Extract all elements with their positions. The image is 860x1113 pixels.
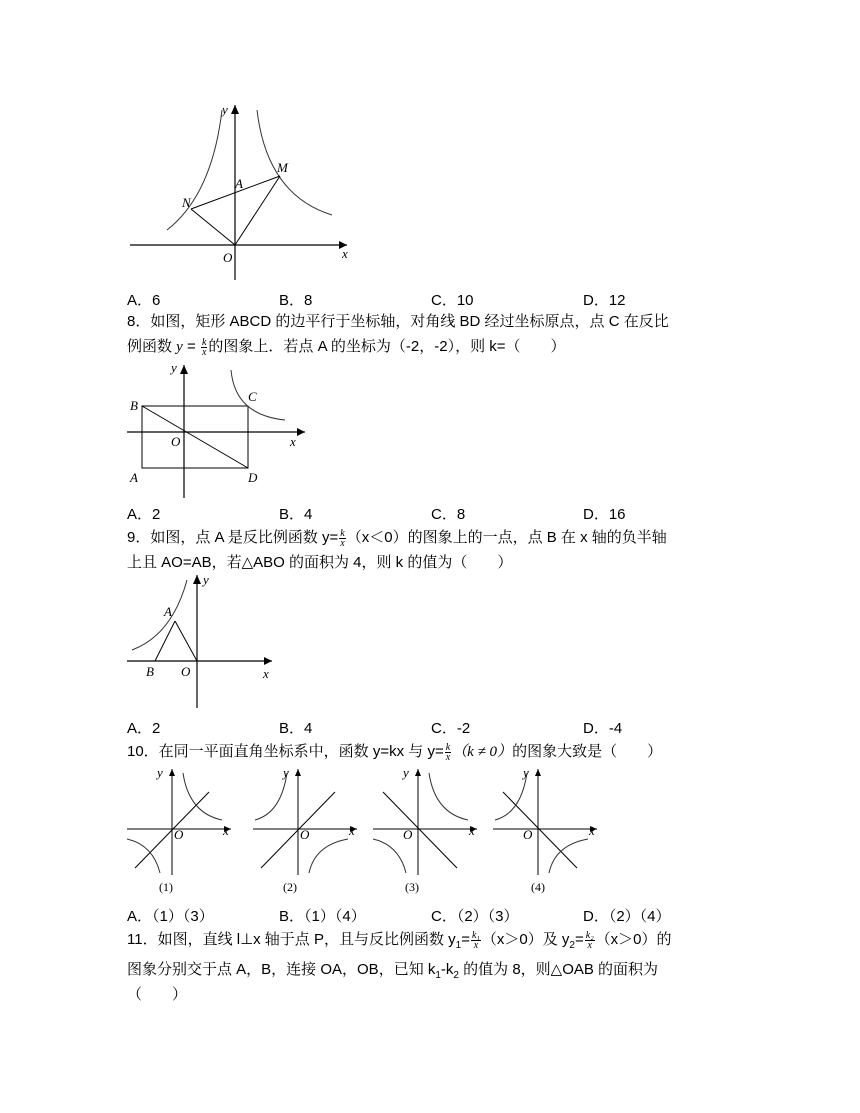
q9-a-label: A bbox=[164, 604, 172, 619]
q10-question-line1 bbox=[127, 742, 662, 762]
q8-question-line2 bbox=[127, 337, 566, 357]
q8-b-label: B bbox=[130, 398, 138, 413]
q10-g3-caption: (3) bbox=[405, 880, 419, 894]
q10-condition: （k ≠ 0） bbox=[452, 744, 513, 760]
q9-text-pre: 9．如图，点 A 是反比例函数 y= bbox=[127, 529, 339, 546]
q10-frac-den: x bbox=[445, 751, 451, 763]
q7-a-label: A bbox=[235, 176, 243, 191]
q10-graph-4 bbox=[493, 765, 603, 895]
q11-line2-c: 的值为 8，则△OAB 的面积为 bbox=[458, 961, 659, 978]
q10-graph-3 bbox=[373, 765, 483, 895]
q11-fraction-1 bbox=[471, 931, 481, 950]
q7-option-c: C．10 bbox=[431, 292, 474, 309]
q8-text-pre: 例函数 bbox=[127, 338, 177, 355]
q8-d-label: D bbox=[248, 470, 258, 485]
q10-text-pre: 10．在同一平面直角坐标系中，函数 y=kx 与 y= bbox=[127, 743, 444, 760]
q7-n-label: N bbox=[182, 195, 191, 210]
q11-frac2-den: x bbox=[587, 939, 592, 951]
q10-g1-y-label: y bbox=[157, 765, 163, 780]
q7-option-b: B．8 bbox=[279, 292, 313, 309]
q10-g3-x-label: x bbox=[469, 823, 475, 838]
q10-g3-o-label: O bbox=[403, 827, 413, 842]
q8-option-d: D．16 bbox=[583, 506, 626, 523]
q8-figure bbox=[127, 360, 317, 500]
q10-g4-y-label: y bbox=[523, 765, 529, 780]
q9-option-b: B．4 bbox=[279, 720, 313, 737]
q9-x-label: x bbox=[263, 666, 269, 681]
q9-o-label: O bbox=[181, 664, 191, 679]
q10-g2-x-label: x bbox=[349, 823, 355, 838]
q11-line2-a: 图象分别交于点 A，B，连接 OA，OB，已知 k bbox=[127, 961, 436, 978]
q10-option-d: D．（2）（4） bbox=[583, 908, 671, 925]
q8-y-var: y bbox=[176, 339, 183, 355]
q10-g1-caption: (1) bbox=[159, 880, 173, 894]
q11-question-line1 bbox=[127, 930, 672, 956]
q9-b-label: B bbox=[146, 664, 154, 679]
q9-y-label: y bbox=[203, 572, 209, 587]
q8-question-line1: 8．如图，矩形 ABCD 的边平行于坐标轴，对角线 BD 经过坐标原点，点 C 在反比 bbox=[127, 313, 669, 330]
q9-question-line1 bbox=[127, 528, 667, 548]
q11-fraction-2 bbox=[585, 931, 595, 950]
q11-frac1-den: x bbox=[473, 939, 479, 951]
q11-question-line2 bbox=[127, 960, 658, 986]
q7-option-a: A．6 bbox=[127, 292, 161, 309]
q10-g2-caption: (2) bbox=[283, 880, 297, 894]
q8-frac-num: k bbox=[201, 336, 207, 348]
q10-text-post: 的图象大致是（ ） bbox=[512, 743, 663, 760]
q8-a-label: A bbox=[130, 470, 138, 485]
q8-o-label: O bbox=[171, 434, 181, 449]
q7-option-d: D．12 bbox=[583, 292, 626, 309]
q11-text-b: （x＞0）及 y bbox=[481, 931, 570, 948]
q9-frac-den: x bbox=[340, 537, 345, 549]
q8-x-label: x bbox=[290, 434, 296, 449]
q7-y-label: y bbox=[222, 102, 228, 117]
q10-frac-num: k bbox=[445, 741, 451, 753]
q11-question-line3: （ ） bbox=[127, 986, 188, 1003]
q7-figure bbox=[127, 100, 347, 280]
q11-line2-s2: 2 bbox=[453, 970, 459, 981]
q10-g4-o-label: O bbox=[523, 827, 533, 842]
q11-sub2: 2 bbox=[569, 940, 575, 951]
q8-option-c: C．8 bbox=[431, 506, 466, 523]
q7-x-label: x bbox=[342, 246, 348, 261]
q10-option-c: C．（2）（3） bbox=[431, 908, 519, 925]
q11-eq2: = bbox=[574, 931, 584, 948]
q7-o-label: O bbox=[223, 250, 233, 265]
q8-option-b: B．4 bbox=[279, 506, 313, 523]
q11-frac2-num: k₂ bbox=[585, 929, 594, 941]
q10-fraction bbox=[445, 743, 451, 762]
q10-g2-y-label: y bbox=[283, 765, 289, 780]
q9-question-line2: 上且 AO=AB，若△ABO 的面积为 4，则 k 的值为（ ） bbox=[127, 554, 513, 571]
q9-fraction bbox=[339, 529, 345, 548]
q8-frac-den: x bbox=[201, 346, 207, 358]
q8-fraction bbox=[201, 338, 207, 357]
q9-figure bbox=[127, 570, 287, 710]
q10-g1-o-label: O bbox=[174, 827, 184, 842]
q8-eq: = bbox=[182, 338, 200, 355]
q11-frac1-num: k₁ bbox=[471, 929, 480, 941]
q10-graph-1 bbox=[127, 765, 237, 895]
q11-text-a: 11．如图，直线 l⊥x 轴于点 P，且与反比例函数 y bbox=[127, 931, 456, 948]
q10-g2-o-label: O bbox=[300, 827, 310, 842]
q10-graph-2 bbox=[253, 765, 363, 895]
q10-g1-x-label: x bbox=[223, 823, 229, 838]
q11-sub1: 1 bbox=[455, 940, 462, 951]
q8-text-post: 的图象上．若点 A 的坐标为（-2，-2），则 k=（ ） bbox=[208, 338, 566, 355]
q10-option-b: B．（1）（4） bbox=[279, 908, 366, 925]
q8-y-label: y bbox=[171, 360, 177, 375]
q11-eq1: = bbox=[461, 931, 470, 948]
q8-c-label: C bbox=[248, 389, 257, 404]
q9-option-c: C．-2 bbox=[431, 720, 471, 737]
q10-g4-x-label: x bbox=[589, 823, 595, 838]
q10-g4-caption: (4) bbox=[531, 880, 545, 894]
q9-frac-num: k bbox=[340, 527, 345, 539]
q10-option-a: A．（1）（3） bbox=[127, 908, 214, 925]
q11-line2-s1: 1 bbox=[435, 970, 441, 981]
q9-text-post: （x＜0）的图象上的一点，点 B 在 x 轴的负半轴 bbox=[346, 529, 667, 546]
q11-text-c: （x＞0）的 bbox=[595, 931, 672, 948]
q10-g3-y-label: y bbox=[403, 765, 409, 780]
q9-option-a: A．2 bbox=[127, 720, 161, 737]
q11-line2-b: -k bbox=[440, 961, 454, 978]
q8-option-a: A．2 bbox=[127, 506, 161, 523]
q9-option-d: D．-4 bbox=[583, 720, 623, 737]
q7-m-label: M bbox=[277, 160, 288, 175]
